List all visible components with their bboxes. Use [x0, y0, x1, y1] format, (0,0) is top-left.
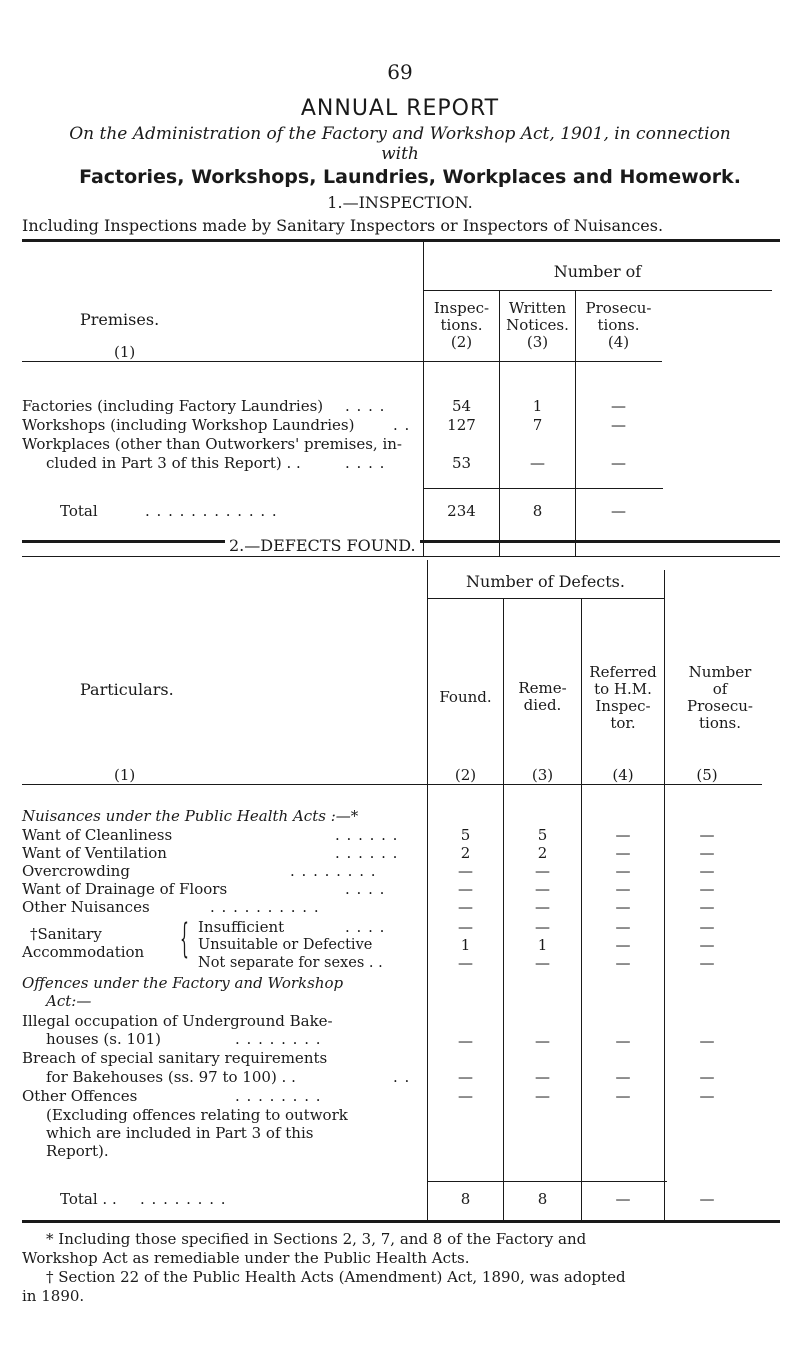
referred-value: —	[615, 880, 631, 898]
table2-col5-num: (5)	[696, 766, 718, 784]
remedied-value: —	[535, 1032, 550, 1050]
offence-label-cont: houses (s. 101)	[46, 1030, 161, 1048]
found-value: —	[458, 1087, 473, 1105]
table2-col1-header: Particulars.	[80, 680, 174, 699]
table1-total-label: Total	[60, 502, 98, 520]
row-leader: . . . . . . . .	[290, 862, 377, 880]
main-heading: Factories, Workshops, Laundries, Workplaces and Homework.	[79, 166, 741, 188]
inspections-value: 127	[447, 416, 476, 434]
referred-value: —	[615, 1032, 631, 1050]
prosecutions-value: —	[699, 880, 715, 898]
total-rule	[427, 1181, 667, 1182]
subtitle-line-1: On the Administration of the Factory and Workshop Act, 1901, in connection	[69, 124, 731, 144]
header-line: tions.	[597, 316, 640, 334]
header-line: Prosecu-	[687, 697, 753, 715]
table1-top-rule	[22, 239, 780, 242]
footnote-1-cont: Workshop Act as remediable under the Public Health Acts.	[22, 1249, 470, 1267]
notices-value: 1	[532, 397, 543, 415]
table1-col4-header	[576, 300, 661, 351]
group-heading: Offences under the Factory and Workshop	[22, 974, 344, 992]
total-prosecutions: —	[699, 1190, 715, 1208]
notices-value: —	[530, 454, 545, 472]
footnote-2-cont: in 1890.	[22, 1287, 85, 1305]
table2-total-label: Total . .	[60, 1190, 117, 1208]
group-heading: Nuisances under the Public Health Acts :—*	[22, 807, 359, 825]
report-subtitle	[40, 124, 760, 164]
header-num: (2)	[450, 333, 473, 351]
remedied-value: —	[535, 898, 550, 916]
header-line: Notices.	[506, 316, 569, 334]
table1-row-label: Workshops (including Workshop Laundries)	[22, 416, 355, 434]
prosecutions-value: —	[699, 898, 715, 916]
referred-value: —	[615, 918, 631, 936]
table1-col3-header	[500, 300, 575, 351]
header-line: Number	[688, 663, 752, 681]
prosecutions-value: —	[699, 826, 715, 844]
row-leader: . . . . . . . . . . . .	[145, 502, 278, 520]
remedied-value: 2	[537, 844, 548, 862]
table2-col5-header	[665, 664, 775, 732]
referred-value: —	[615, 1068, 631, 1086]
table1-group-header: Number of	[553, 262, 642, 281]
remedied-value: —	[535, 1087, 550, 1105]
table2-col3-header	[504, 680, 581, 714]
table1-col2-header	[424, 300, 499, 351]
found-value: —	[458, 898, 473, 916]
prosecutions-value: —	[611, 454, 626, 472]
remedied-value: —	[535, 1068, 550, 1086]
table2-col2-num: (2)	[454, 766, 477, 784]
remedied-value: 1	[537, 936, 548, 954]
header-line: to H.M.	[594, 680, 652, 698]
remedied-value: 5	[537, 826, 548, 844]
header-line: tor.	[610, 714, 636, 732]
row-leader: . . . .	[345, 918, 386, 936]
prosecutions-value: —	[699, 862, 715, 880]
defect-label: Insufficient	[198, 918, 285, 936]
notices-value: 7	[532, 416, 543, 434]
remedied-value: —	[535, 862, 550, 880]
defect-label: Want of Cleanliness	[22, 826, 173, 844]
offence-label: Other Offences	[22, 1087, 138, 1105]
found-value: 5	[460, 826, 471, 844]
referred-value: —	[615, 936, 631, 954]
found-value: —	[458, 1068, 473, 1086]
offence-note: which are included in Part 3 of this	[46, 1124, 314, 1142]
header-line: Inspec-	[595, 697, 651, 715]
defect-label: Not separate for sexes . .	[198, 955, 383, 971]
offence-label: Illegal occupation of Underground Bake-	[22, 1012, 333, 1030]
found-value: —	[458, 880, 473, 898]
header-line: Prosecu-	[585, 299, 652, 317]
defect-label: Other Nuisances	[22, 898, 150, 916]
referred-value: —	[615, 954, 631, 972]
remedied-value: —	[535, 918, 550, 936]
found-value: —	[458, 918, 473, 936]
prosecutions-value: —	[611, 397, 626, 415]
referred-value: —	[615, 862, 631, 880]
found-value: —	[458, 954, 473, 972]
total-rule	[423, 488, 663, 489]
total-inspections: 234	[447, 502, 476, 520]
prosecutions-value: —	[699, 844, 715, 862]
table2-col2-header: Found.	[439, 688, 492, 706]
inspections-value: 54	[451, 397, 472, 415]
table2-header-rule	[22, 784, 762, 785]
offence-note: (Excluding offences relating to outwork	[46, 1106, 348, 1124]
found-value: 2	[460, 844, 471, 862]
offence-note: Report).	[46, 1142, 109, 1160]
table1-header-rule	[22, 361, 662, 362]
prosecutions-value: —	[699, 1068, 715, 1086]
subtitle-line-2: with	[381, 144, 419, 164]
row-leader: . . . . . .	[335, 826, 399, 844]
prosecutions-value: —	[611, 416, 626, 434]
referred-value: —	[615, 826, 631, 844]
table2-group-rule	[427, 598, 664, 599]
section1-title: 1.—INSPECTION.	[327, 193, 473, 212]
offence-label: Breach of special sanitary requirements	[22, 1049, 328, 1067]
group-heading-cont: Act:—	[46, 992, 92, 1010]
found-value: —	[458, 1032, 473, 1050]
row-leader: . . . . . . . .	[235, 1087, 322, 1105]
table1-group-rule	[423, 290, 772, 291]
defect-label: Unsuitable or Defective	[198, 937, 373, 953]
prosecutions-value: —	[699, 1087, 715, 1105]
header-line: died.	[523, 696, 562, 714]
header-line: Referred	[589, 663, 657, 681]
table2-group-header: Number of Defects.	[466, 572, 625, 591]
remedied-value: —	[535, 880, 550, 898]
section2-title: 2.—DEFECTS FOUND.	[225, 537, 420, 555]
footnote-1: * Including those specified in Sections 2, 3, 7, and 8 of the Factory and	[46, 1230, 587, 1248]
offence-label-cont: for Bakehouses (ss. 97 to 100) . .	[46, 1068, 296, 1086]
found-value: 1	[460, 936, 471, 954]
table1-row-label	[22, 397, 323, 415]
referred-value: —	[615, 844, 631, 862]
remedied-value: —	[535, 954, 550, 972]
row-leader: . . . .	[345, 880, 386, 898]
total-remedied: 8	[537, 1190, 548, 1208]
header-line: tions.	[440, 316, 483, 334]
prosecutions-value: —	[699, 1032, 715, 1050]
table1-col1-num: (1)	[114, 343, 136, 361]
total-notices: 8	[532, 502, 543, 520]
header-line: of	[712, 680, 728, 698]
table2-bottom-rule	[22, 1220, 780, 1223]
row-leader: . . . . . . . .	[140, 1190, 227, 1208]
row-leader: . . . . . .	[335, 844, 399, 862]
defect-label: Want of Ventilation	[22, 844, 167, 862]
header-num: (3)	[526, 333, 549, 351]
header-num: (4)	[607, 333, 630, 351]
found-value: —	[458, 862, 473, 880]
defect-label: Want of Drainage of Floors	[22, 880, 228, 898]
row-leader: . .	[393, 416, 411, 434]
header-line: tions.	[699, 714, 741, 732]
table1-col1-header: Premises.	[80, 310, 160, 329]
page-number: 69	[387, 60, 413, 84]
table2-col4-num: (4)	[612, 766, 634, 784]
row-leader: . . . . . . . .	[235, 1030, 322, 1048]
header-line: Inspec-	[433, 299, 490, 317]
row-leader: . .	[393, 1068, 411, 1086]
inspections-value: 53	[451, 454, 472, 472]
footnote-2: † Section 22 of the Public Health Acts (Amendment) Act, 1890, was adopted	[46, 1268, 626, 1286]
total-referred: —	[615, 1190, 631, 1208]
brace-icon: {	[180, 916, 189, 962]
sanitary-label-b: Accommodation	[22, 943, 145, 961]
table2-col4-header	[581, 664, 665, 732]
table2-col1-num: (1)	[114, 766, 136, 784]
section1-note: Including Inspections made by Sanitary Inspectors or Inspectors of Nuisances.	[22, 216, 664, 235]
row-leader: . . . .	[345, 454, 386, 472]
header-line: Reme-	[518, 679, 567, 697]
header-line: Written	[508, 299, 567, 317]
section-rule	[22, 556, 780, 557]
total-prosecutions: —	[611, 502, 626, 520]
prosecutions-value: —	[699, 954, 715, 972]
report-title: ANNUAL REPORT	[300, 96, 500, 121]
row-leader: . . . . . . . . . .	[210, 898, 320, 916]
row-leader: . . . .	[345, 397, 386, 415]
table2-col3-num: (3)	[531, 766, 554, 784]
sanitary-label-a: †Sanitary	[30, 925, 102, 943]
referred-value: —	[615, 898, 631, 916]
table1-row-label-cont: cluded in Part 3 of this Report) . .	[46, 454, 301, 472]
total-found: 8	[460, 1190, 471, 1208]
table1-row-label: Workplaces (other than Outworkers' premises, in-	[22, 435, 402, 453]
row-label-text: Factories (including Factory Laundries)	[22, 397, 324, 415]
prosecutions-value: —	[699, 936, 715, 954]
referred-value: —	[615, 1087, 631, 1105]
prosecutions-value: —	[699, 918, 715, 936]
defect-label: Overcrowding	[22, 862, 130, 880]
